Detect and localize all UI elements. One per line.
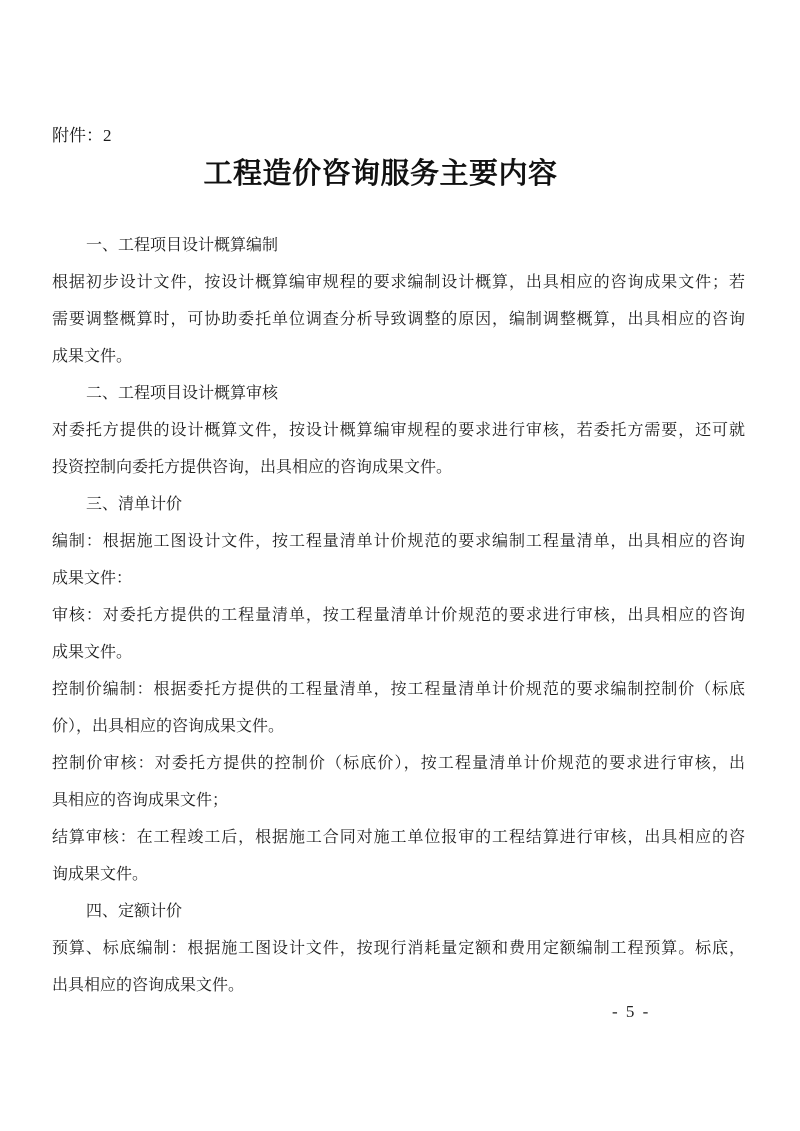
paragraph-line: 对委托方提供的设计概算文件，按设计概算编审规程的要求进行审核，若委托方需要，还可就 bbox=[52, 422, 745, 439]
paragraph-line: 控制价审核：对委托方提供的控制价（标底价），按工程量清单计价规范的要求进行审核，出 bbox=[52, 755, 745, 772]
paragraph-line: 根据初步设计文件，按设计概算编审规程的要求编制设计概算，出具相应的咨询成果文件；若 bbox=[52, 274, 745, 291]
paragraph-line: 结算审核：在工程竣工后，根据施工合同对施工单位报审的工程结算进行审核，出具相应的咨 bbox=[52, 829, 745, 846]
section-heading: 一、工程项目设计概算编制 bbox=[86, 237, 279, 254]
attachment-label: 附件：2 bbox=[52, 126, 112, 145]
paragraph-line: 具相应的咨询成果文件； bbox=[52, 792, 229, 809]
document-body bbox=[52, 227, 745, 1004]
paragraph-line: 询成果文件。 bbox=[52, 866, 149, 883]
paragraph-line: 需要调整概算时，可协助委托单位调查分析导致调整的原因，编制调整概算，出具相应的咨询 bbox=[52, 311, 745, 328]
section-heading: 二、工程项目设计概算审核 bbox=[86, 385, 279, 402]
document-content bbox=[52, 0, 745, 1004]
paragraph-line: 成果文件： bbox=[52, 570, 133, 587]
page-title: 工程造价咨询服务主要内容 bbox=[203, 158, 558, 190]
section-heading: 四、定额计价 bbox=[86, 903, 183, 920]
paragraph-line: 控制价编制：根据委托方提供的工程量清单，按工程量清单计价规范的要求编制控制价（标底 bbox=[52, 681, 745, 698]
paragraph-line: 投资控制向委托方提供咨询，出具相应的咨询成果文件。 bbox=[52, 459, 453, 476]
section-heading: 三、清单计价 bbox=[86, 496, 183, 513]
paragraph-line: 审核：对委托方提供的工程量清单，按工程量清单计价规范的要求进行审核，出具相应的咨询 bbox=[52, 607, 745, 624]
paragraph-line: 编制：根据施工图设计文件，按工程量清单计价规范的要求编制工程量清单，出具相应的咨询 bbox=[52, 533, 745, 550]
paragraph-line: 价），出具相应的咨询成果文件。 bbox=[52, 718, 285, 735]
page-number: - 5 - bbox=[612, 1002, 651, 1021]
paragraph-line: 成果文件。 bbox=[52, 348, 133, 365]
paragraph-line: 预算、标底编制：根据施工图设计文件，按现行消耗量定额和费用定额编制工程预算。标底， bbox=[52, 940, 745, 957]
paragraph-line: 出具相应的咨询成果文件。 bbox=[52, 977, 245, 994]
paragraph-line: 成果文件。 bbox=[52, 644, 133, 661]
